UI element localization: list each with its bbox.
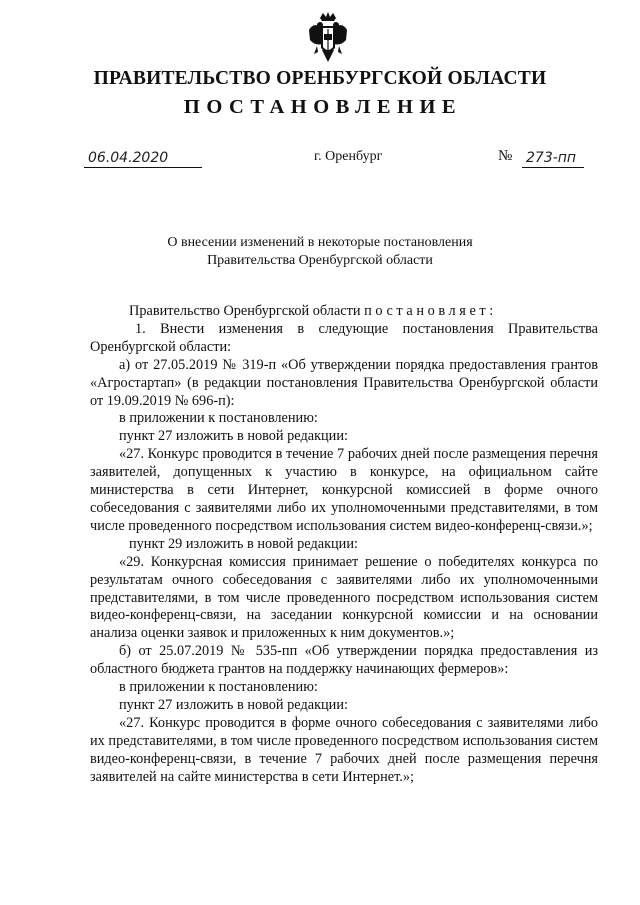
quote-item27-a: «27. Конкурс проводится в течение 7 рабочих дней после размещения перечня заявителей, допущенных к участию в конкурсе, на официальном сайте министерства в сети Интернет, конкурсной комиссией в форме очного собеседования с заявителями либо их уполномоченными представителями, в том числе проведенного посредством использования систем видео-конференц-связи.»; bbox=[90, 446, 598, 534]
quote-item27-b: «27. Конкурс проводится в форме очного собеседования с заявителями либо их представителями, в том числе проведенного посредством использования систем видео-конференц-связи, в течение 7 рабочих дней после размещения перечня заявителей на сайте министерства в сети Интернет.»; bbox=[90, 714, 598, 785]
paragraph-item27-b: пункт 27 изложить в новой редакции: bbox=[119, 696, 348, 713]
document-date: 06.04.2020 bbox=[84, 150, 202, 168]
paragraph-annex-b: в приложении к постановлению: bbox=[119, 679, 318, 696]
document-body bbox=[90, 303, 598, 786]
document-number: 273-пп bbox=[522, 150, 584, 168]
paragraph-item27-a: пункт 27 изложить в новой редакции: bbox=[119, 428, 348, 445]
paragraph-annex-a: в приложении к постановлению: bbox=[119, 410, 318, 427]
paragraph-1: 1. Внести изменения в следующие постановления Правительства Оренбургской области: bbox=[90, 320, 598, 355]
coat-of-arms-icon bbox=[305, 10, 351, 66]
document-title bbox=[0, 234, 640, 270]
number-label: № bbox=[498, 148, 513, 164]
paragraph-a: а) от 27.05.2019 № 319-п «Об утверждении порядка предоставления грантов «Агростартап» (в редакции постановления Правительства Оренбургской области от 19.09.2019 № 696-п): bbox=[90, 356, 598, 409]
title-line-2: Правительства Оренбургской области bbox=[207, 253, 433, 268]
intro-paragraph bbox=[90, 303, 598, 321]
intro-prefix: Правительство Оренбургской области bbox=[129, 303, 361, 319]
organization-name: ПРАВИТЕЛЬСТВО ОРЕНБУРГСКОЙ ОБЛАСТИ bbox=[93, 68, 547, 89]
paragraph-b: б) от 25.07.2019 № 535-пп «Об утверждении порядка предоставления из областного бюджета грантов на поддержку начинающих фермеров»: bbox=[90, 643, 598, 678]
intro-resolves: постановляет: bbox=[364, 303, 497, 319]
document-city: г. Оренбург bbox=[314, 149, 383, 164]
title-line-1: О внесении изменений в некоторые постановления bbox=[167, 235, 473, 250]
paragraph-item29: пункт 29 изложить в новой редакции: bbox=[129, 535, 358, 552]
quote-item29: «29. Конкурсная комиссия принимает решение о победителях конкурса по результатам очного собеседования с заявителями либо их уполномоченными представителями, в том числе проведенного посредством использования систем видео-конференц-связи, на заседании конкурсной комиссии и на основании анализа оценки заявок и приложенных к ним документов.»; bbox=[90, 553, 598, 642]
document-type: ПОСТАНОВЛЕНИЕ bbox=[183, 96, 463, 118]
